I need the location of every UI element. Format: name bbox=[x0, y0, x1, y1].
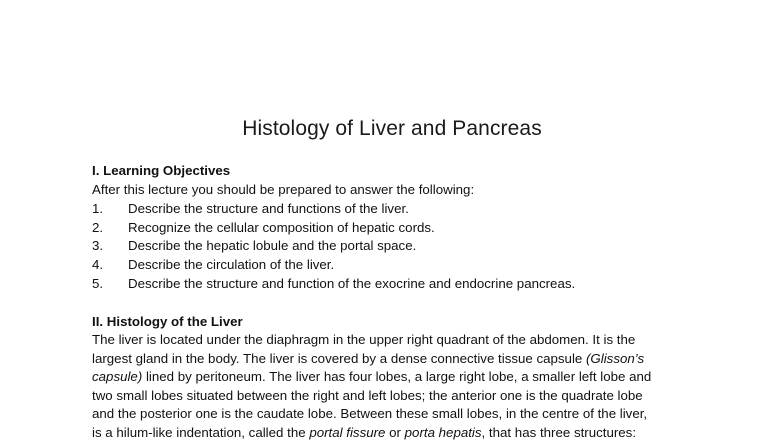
section-heading-learning-objectives: I. Learning Objectives bbox=[92, 162, 230, 180]
list-item-number: 5. bbox=[92, 275, 103, 293]
list-item-number: 4. bbox=[92, 256, 103, 274]
paragraph-italic-term: porta hepatis bbox=[405, 425, 482, 440]
list-item-number: 2. bbox=[92, 219, 103, 237]
objectives-intro: After this lecture you should be prepared to answer the following: bbox=[92, 181, 474, 199]
paragraph-line bbox=[92, 350, 692, 369]
document-title: Histology of Liver and Pancreas bbox=[0, 116, 784, 142]
list-item-number: 1. bbox=[92, 200, 103, 218]
list-item-text: Describe the hepatic lobule and the portal space. bbox=[128, 237, 416, 255]
paragraph-text: largest gland in the body. The liver is covered by a dense connective tissue capsule bbox=[92, 351, 586, 366]
paragraph-line bbox=[92, 368, 692, 387]
paragraph-text: two small lobes situated between the right and left lobes; the anterior one is the quadrate lobe bbox=[92, 388, 643, 403]
paragraph-text: and the posterior one is the caudate lobe. Between these small lobes, in the centre of the liver, bbox=[92, 406, 647, 421]
list-item-text: Recognize the cellular composition of hepatic cords. bbox=[128, 219, 435, 237]
paragraph-text: lined by peritoneum. The liver has four lobes, a large right lobe, a smaller left lobe and bbox=[142, 369, 651, 384]
liver-paragraph bbox=[92, 331, 692, 442]
paragraph-line bbox=[92, 387, 692, 406]
paragraph-italic-term: portal fissure bbox=[309, 425, 385, 440]
paragraph-line bbox=[92, 331, 692, 350]
paragraph-italic-term: (Glisson’s bbox=[586, 351, 644, 366]
list-item-text: Describe the structure and functions of the liver. bbox=[128, 200, 409, 218]
paragraph-text: or bbox=[385, 425, 404, 440]
paragraph-text: is a hilum-like indentation, called the bbox=[92, 425, 309, 440]
paragraph-line bbox=[92, 405, 692, 424]
list-item-text: Describe the structure and function of the exocrine and endocrine pancreas. bbox=[128, 275, 575, 293]
list-item-text: Describe the circulation of the liver. bbox=[128, 256, 334, 274]
paragraph-line bbox=[92, 424, 692, 442]
list-item-number: 3. bbox=[92, 237, 103, 255]
paragraph-italic-term: capsule) bbox=[92, 369, 142, 384]
paragraph-text: , that has three structures: bbox=[482, 425, 636, 440]
section-heading-histology-of-liver: II. Histology of the Liver bbox=[92, 313, 243, 331]
paragraph-text: The liver is located under the diaphragm in the upper right quadrant of the abdomen. It is the bbox=[92, 332, 635, 347]
